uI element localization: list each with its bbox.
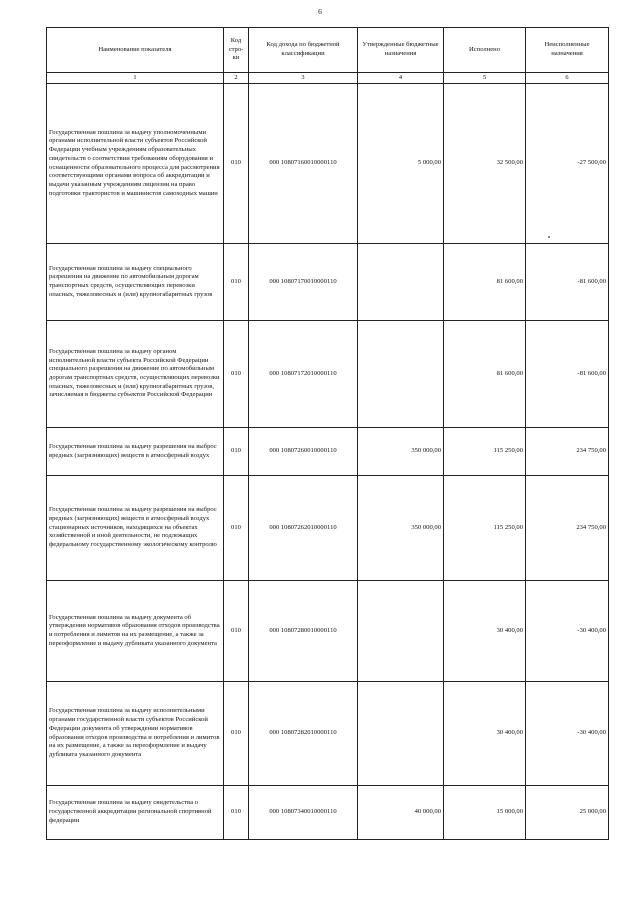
column-number: 3 bbox=[249, 73, 358, 84]
income-code: 000 10807262010000110 bbox=[249, 476, 358, 581]
approved-amount bbox=[358, 244, 444, 321]
table-row bbox=[47, 428, 609, 476]
table-row bbox=[47, 476, 609, 581]
approved-amount bbox=[358, 321, 444, 428]
column-number: 4 bbox=[358, 73, 444, 84]
header-income-code: Код дохода по бюджетной классификации bbox=[249, 28, 358, 73]
column-number-row bbox=[47, 73, 609, 84]
income-code: 000 10807280010000110 bbox=[249, 581, 358, 682]
budget-execution-table bbox=[46, 27, 609, 840]
row-code: 010 bbox=[224, 682, 249, 786]
income-code: 000 10807160010000110 bbox=[249, 84, 358, 244]
approved-amount: 5 000,00 bbox=[358, 84, 444, 244]
row-code: 010 bbox=[224, 244, 249, 321]
unexecuted-amount: 234 750,00 bbox=[526, 428, 609, 476]
unexecuted-amount: -81 600,00 bbox=[526, 244, 609, 321]
header-executed: Исполнено bbox=[444, 28, 526, 73]
executed-amount: 30 400,00 bbox=[444, 581, 526, 682]
header-unexecuted: Неисполненные назначения bbox=[526, 28, 609, 73]
income-code: 000 10807282010000110 bbox=[249, 682, 358, 786]
indicator-name: Государственная пошлина за выдачу исполнительными органами государственной власти субъектов Российской Федерации документа об утверждении нормативов образования отходов производства и потребления и лимитов на их размещение, а также за переоформление и выдачу дубликата указанного документа bbox=[47, 682, 224, 786]
row-code: 010 bbox=[224, 84, 249, 244]
table-row bbox=[47, 321, 609, 428]
approved-amount: 350 000,00 bbox=[358, 428, 444, 476]
executed-amount: 15 000,00 bbox=[444, 786, 526, 840]
income-code: 000 10807260010000110 bbox=[249, 428, 358, 476]
unexecuted-amount: 234 750,00 bbox=[526, 476, 609, 581]
indicator-name: Государственная пошлина за выдачу документа об утверждении нормативов образования отходов производства и потребления и лимитов на их размещение, а также за переоформление и выдачу дубликата указанного документа bbox=[47, 581, 224, 682]
header-indicator-name: Наименование показателя bbox=[47, 28, 224, 73]
row-code: 010 bbox=[224, 428, 249, 476]
header-row-code: Код стро-ки bbox=[224, 28, 249, 73]
income-code: 000 10807340010000110 bbox=[249, 786, 358, 840]
row-code: 010 bbox=[224, 476, 249, 581]
executed-amount: 81 600,00 bbox=[444, 321, 526, 428]
table-row bbox=[47, 786, 609, 840]
indicator-name: Государственная пошлина за выдачу органом исполнительной власти субъекта Российской Федерации специального разрешения на движение по автомобильным дорогам транспортных средств, осуществляющих перевозки опасных, тяжеловесных и (или) крупногабаритных грузов, зачисляемая в бюджеты субъектов Российской Федерации bbox=[47, 321, 224, 428]
executed-amount: 115 250,00 bbox=[444, 476, 526, 581]
unexecuted-amount: -30 400,00 bbox=[526, 581, 609, 682]
indicator-name: Государственная пошлина за выдачу свидетельства о государственной аккредитации региональной спортивной федерации bbox=[47, 786, 224, 840]
executed-amount: 32 500,00 bbox=[444, 84, 526, 244]
indicator-name: Государственная пошлина за выдачу уполномоченными органами исполнительной власти субъектов Российской Федерации учебным учреждениям образовательных свидетельств о соответствии требованиям оборудования и оснащенности образовательного процесса для рассмотрения соответствующими органами вопроса об аккредитации и выдачи указанным учреждениям лицензии на право подготовки трактористов и машинистов самоходных машин bbox=[47, 84, 224, 244]
scan-speck bbox=[548, 236, 550, 238]
row-code: 010 bbox=[224, 321, 249, 428]
unexecuted-amount: -30 400,00 bbox=[526, 682, 609, 786]
header-row bbox=[47, 28, 609, 73]
unexecuted-amount: -27 500,00 bbox=[526, 84, 609, 244]
header-approved: Утвержденные бюджетные назначения bbox=[358, 28, 444, 73]
row-code: 010 bbox=[224, 786, 249, 840]
row-code: 010 bbox=[224, 581, 249, 682]
income-code: 000 10807172010000110 bbox=[249, 321, 358, 428]
column-number: 5 bbox=[444, 73, 526, 84]
executed-amount: 30 400,00 bbox=[444, 682, 526, 786]
indicator-name: Государственная пошлина за выдачу разрешения на выброс вредных (загрязняющих) веществ в атмосферный воздух bbox=[47, 428, 224, 476]
indicator-name: Государственная пошлина за выдачу специального разрешения на движение по автомобильным дорогам транспортных средств, осуществляющих перевозки опасных, тяжеловесных и (или) крупногабаритных грузов bbox=[47, 244, 224, 321]
approved-amount bbox=[358, 581, 444, 682]
column-number: 1 bbox=[47, 73, 224, 84]
approved-amount: 350 000,00 bbox=[358, 476, 444, 581]
unexecuted-amount: 25 000,00 bbox=[526, 786, 609, 840]
page-number: 6 bbox=[318, 7, 322, 16]
executed-amount: 115 250,00 bbox=[444, 428, 526, 476]
executed-amount: 81 600,00 bbox=[444, 244, 526, 321]
table-row bbox=[47, 682, 609, 786]
approved-amount: 40 000,00 bbox=[358, 786, 444, 840]
column-number: 6 bbox=[526, 73, 609, 84]
table-row bbox=[47, 581, 609, 682]
unexecuted-amount: -81 600,00 bbox=[526, 321, 609, 428]
income-code: 000 10807170010000110 bbox=[249, 244, 358, 321]
table-row bbox=[47, 244, 609, 321]
indicator-name: Государственная пошлина за выдачу разрешения на выброс вредных (загрязняющих) веществ в атмосферный воздух стационарных источников, находящихся на объектах хозяйственной и иной деятельности, не подлежащих федеральному государственному экологическому контролю bbox=[47, 476, 224, 581]
column-number: 2 bbox=[224, 73, 249, 84]
approved-amount bbox=[358, 682, 444, 786]
table-row bbox=[47, 84, 609, 244]
